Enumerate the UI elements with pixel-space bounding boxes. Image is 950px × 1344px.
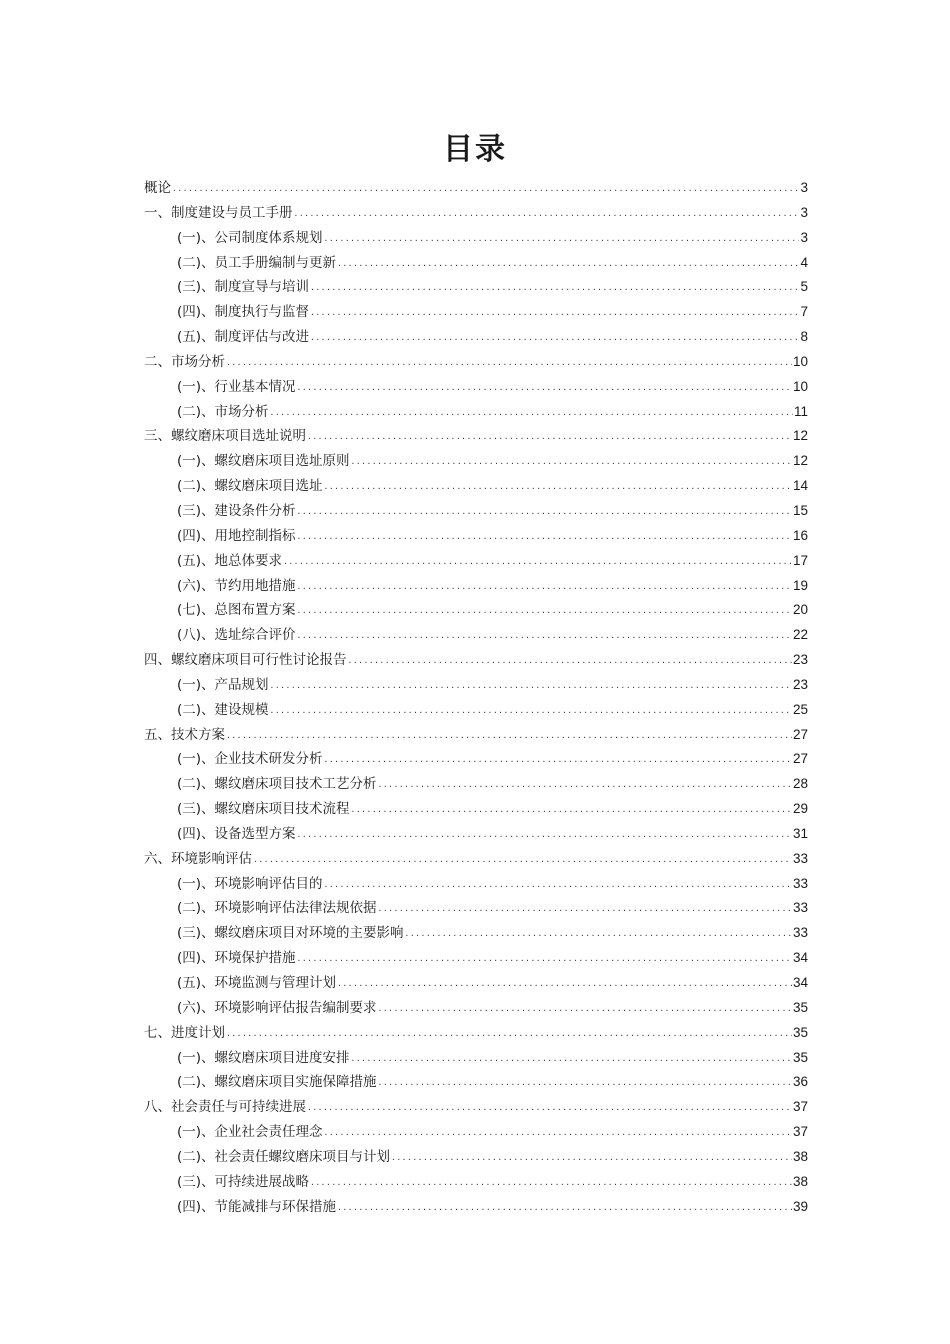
toc-dot-leader — [270, 401, 793, 426]
toc-page-number: 7 — [800, 304, 808, 320]
toc-page-number: 3 — [800, 229, 808, 245]
toc-dot-leader — [297, 947, 792, 972]
toc-chapter-entry[interactable] — [144, 1095, 808, 1120]
toc-entry-label: (一)、企业技术研发分析 — [177, 751, 323, 768]
toc-dot-leader — [324, 227, 800, 252]
toc-dot-leader — [337, 972, 792, 997]
toc-dot-leader — [297, 599, 792, 624]
toc-dot-leader — [351, 1047, 792, 1072]
toc-section-entry[interactable] — [144, 325, 808, 350]
toc-section-entry[interactable] — [144, 1120, 808, 1145]
toc-dot-leader — [324, 748, 792, 773]
toc-page-number: 28 — [792, 776, 808, 792]
toc-dot-leader — [270, 674, 792, 699]
toc-chapter-entry[interactable] — [144, 176, 808, 201]
toc-section-entry[interactable] — [144, 549, 808, 574]
toc-section-entry[interactable] — [144, 1046, 808, 1071]
toc-entry-label: (二)、建设规模 — [177, 701, 269, 718]
toc-page-number: 39 — [792, 1198, 808, 1214]
toc-entry-label: (四)、节能减排与环保措施 — [177, 1198, 337, 1215]
toc-dot-leader — [310, 301, 799, 326]
toc-page-number: 16 — [792, 527, 808, 543]
toc-section-entry[interactable] — [144, 1195, 808, 1220]
toc-page-number: 3 — [800, 204, 808, 220]
toc-entry-label: (一)、环境影响评估目的 — [177, 875, 323, 892]
toc-dot-leader — [297, 525, 792, 550]
toc-section-entry[interactable] — [144, 449, 808, 474]
toc-page-number: 33 — [792, 875, 808, 891]
toc-dot-leader — [378, 897, 792, 922]
toc-dot-leader — [253, 848, 792, 873]
toc-page-number: 38 — [792, 1173, 808, 1189]
toc-page-number: 12 — [792, 428, 808, 444]
toc-page-number: 36 — [792, 1074, 808, 1090]
toc-chapter-entry[interactable] — [144, 201, 808, 226]
toc-page-number: 34 — [792, 950, 808, 966]
toc-section-entry[interactable] — [144, 797, 808, 822]
toc-page-number: 35 — [792, 1049, 808, 1065]
toc-entry-label: 八、社会责任与可持续进展 — [144, 1099, 306, 1116]
toc-section-entry[interactable] — [144, 747, 808, 772]
toc-section-entry[interactable] — [144, 946, 808, 971]
toc-section-entry[interactable] — [144, 971, 808, 996]
toc-entry-label: (二)、员工手册编制与更新 — [177, 254, 337, 271]
toc-section-entry[interactable] — [144, 251, 808, 276]
toc-page-number: 5 — [800, 279, 808, 295]
toc-section-entry[interactable] — [144, 1145, 808, 1170]
toc-page-number: 23 — [792, 676, 808, 692]
toc-entry-label: (八)、选址综合评价 — [177, 627, 296, 644]
toc-dot-leader — [378, 773, 792, 798]
toc-entry-label: 五、技术方案 — [144, 726, 225, 743]
toc-dot-leader — [351, 798, 792, 823]
toc-title: 目录 — [443, 132, 507, 167]
toc-entry-label: (三)、螺纹磨床项目技术流程 — [177, 801, 350, 818]
toc-entry-label: (二)、螺纹磨床项目实施保障措施 — [177, 1074, 377, 1091]
toc-entry-label: (六)、节约用地措施 — [177, 577, 296, 594]
toc-page-number: 14 — [792, 478, 808, 494]
toc-section-entry[interactable] — [144, 524, 808, 549]
toc-page-number: 17 — [792, 552, 808, 568]
toc-entry-label: (一)、企业社会责任理念 — [177, 1124, 323, 1141]
toc-chapter-entry[interactable] — [144, 648, 808, 673]
toc-entry-label: (二)、螺纹磨床项目技术工艺分析 — [177, 776, 377, 793]
toc-entry-label: (三)、制度宣导与培训 — [177, 279, 310, 296]
toc-entry-label: (四)、设备选型方案 — [177, 825, 296, 842]
toc-chapter-entry[interactable] — [144, 723, 808, 748]
toc-entry-label: (一)、公司制度体系规划 — [177, 229, 323, 246]
toc-page-number: 35 — [792, 1024, 808, 1040]
toc-section-entry[interactable] — [144, 698, 808, 723]
toc-entry-label: (二)、螺纹磨床项目选址 — [177, 478, 323, 495]
toc-entry-label: 六、环境影响评估 — [144, 850, 252, 867]
toc-section-entry[interactable] — [144, 872, 808, 897]
toc-dot-leader — [307, 1096, 792, 1121]
toc-entry-label: 七、进度计划 — [144, 1024, 225, 1041]
toc-section-entry[interactable] — [144, 226, 808, 251]
toc-dot-leader — [297, 624, 792, 649]
toc-chapter-entry[interactable] — [144, 424, 808, 449]
toc-entry-label: 三、螺纹磨床项目选址说明 — [144, 428, 306, 445]
toc-dot-leader — [324, 873, 792, 898]
toc-page-number: 10 — [792, 378, 808, 394]
toc-dot-leader — [310, 326, 799, 351]
toc-section-entry[interactable] — [144, 1070, 808, 1095]
toc-dot-leader — [283, 550, 792, 575]
toc-section-entry[interactable] — [144, 996, 808, 1021]
toc-page-number: 8 — [800, 329, 808, 345]
toc-section-entry[interactable] — [144, 598, 808, 623]
toc-page-number: 11 — [793, 403, 808, 419]
toc-section-entry[interactable] — [144, 499, 808, 524]
toc-page-number: 38 — [792, 1148, 808, 1164]
toc-dot-leader — [270, 699, 792, 724]
toc-entry-label: (一)、螺纹磨床项目进度安排 — [177, 1049, 350, 1066]
toc-dot-leader — [310, 1171, 792, 1196]
toc-dot-leader — [348, 649, 792, 674]
toc-entry-label: (四)、环境保护措施 — [177, 950, 296, 967]
toc-section-entry[interactable] — [144, 300, 808, 325]
toc-entry-label: (三)、建设条件分析 — [177, 502, 296, 519]
toc-dot-leader — [172, 177, 799, 202]
toc-entry-label: (七)、总图布置方案 — [177, 602, 296, 619]
toc-dot-leader — [310, 276, 799, 301]
toc-page-number: 20 — [792, 602, 808, 618]
toc-dot-leader — [307, 425, 792, 450]
toc-page-number: 15 — [792, 502, 808, 518]
toc-entry-label: (五)、制度评估与改进 — [177, 329, 310, 346]
toc-entry-label: 一、制度建设与员工手册 — [144, 204, 293, 221]
toc-dot-leader — [351, 450, 792, 475]
toc-entry-label: (三)、可持续进展战略 — [177, 1173, 310, 1190]
toc-page-number: 22 — [792, 627, 808, 643]
toc-chapter-entry[interactable] — [144, 847, 808, 872]
toc-dot-leader — [324, 475, 792, 500]
toc-entry-label: (二)、市场分析 — [177, 403, 269, 420]
toc-page-number: 27 — [792, 726, 808, 742]
toc-page-number: 33 — [792, 925, 808, 941]
toc-section-entry[interactable] — [144, 474, 808, 499]
toc-entry-label: (一)、螺纹磨床项目选址原则 — [177, 453, 350, 470]
toc-section-entry[interactable] — [144, 772, 808, 797]
toc-dot-leader — [378, 997, 792, 1022]
toc-dot-leader — [226, 724, 792, 749]
toc-page-number: 25 — [792, 701, 808, 717]
toc-page-number: 23 — [792, 652, 808, 668]
toc-page-number: 10 — [792, 353, 808, 369]
toc-entry-label: 概论 — [144, 180, 171, 196]
toc-page-number: 31 — [792, 825, 808, 841]
toc-page-number: 27 — [792, 751, 808, 767]
toc-section-entry[interactable] — [144, 400, 808, 425]
toc-dot-leader — [226, 1022, 792, 1047]
toc-page-number: 12 — [792, 453, 808, 469]
toc-section-entry[interactable] — [144, 623, 808, 648]
toc-page-number: 33 — [792, 850, 808, 866]
toc-entry-label: (二)、环境影响评估法律法规依据 — [177, 900, 377, 917]
toc-page-number: 4 — [800, 254, 808, 270]
toc-section-entry[interactable] — [144, 1170, 808, 1195]
toc-dot-leader — [226, 351, 792, 376]
toc-dot-leader — [391, 1146, 792, 1171]
toc-section-entry[interactable] — [144, 921, 808, 946]
toc-page-number: 33 — [792, 900, 808, 916]
toc-page-number: 3 — [800, 180, 808, 195]
toc-page-number: 37 — [792, 1124, 808, 1140]
toc-dot-leader — [378, 1071, 792, 1096]
toc-entry-label: (一)、产品规划 — [177, 676, 269, 693]
toc-dot-leader — [297, 500, 792, 525]
toc-section-entry[interactable] — [144, 896, 808, 921]
toc-entry-label: (五)、地总体要求 — [177, 552, 283, 569]
toc-page-number: 37 — [792, 1099, 808, 1115]
toc-section-entry[interactable] — [144, 822, 808, 847]
toc-dot-leader — [297, 575, 792, 600]
toc-dot-leader — [337, 1196, 792, 1221]
toc-section-entry[interactable] — [144, 375, 808, 400]
toc-entry-label: (三)、螺纹磨床项目对环境的主要影响 — [177, 925, 404, 942]
toc-entry-label: (四)、制度执行与监督 — [177, 304, 310, 321]
toc-section-entry[interactable] — [144, 275, 808, 300]
toc-section-entry[interactable] — [144, 673, 808, 698]
toc-dot-leader — [294, 202, 800, 227]
toc-chapter-entry[interactable] — [144, 350, 808, 375]
toc-entry-label: (四)、用地控制指标 — [177, 527, 296, 544]
toc-chapter-entry[interactable] — [144, 1021, 808, 1046]
toc-page-number: 35 — [792, 999, 808, 1015]
toc-dot-leader — [405, 922, 792, 947]
toc-dot-leader — [297, 823, 792, 848]
toc-page-number: 19 — [792, 577, 808, 593]
toc-dot-leader — [324, 1121, 792, 1146]
toc-entry-label: (六)、环境影响评估报告编制要求 — [177, 999, 377, 1016]
toc-page-number: 34 — [792, 975, 808, 990]
toc-entry-label: (五)、环境监测与管理计划 — [177, 975, 337, 991]
toc-dot-leader — [337, 252, 799, 277]
toc-page-number: 29 — [792, 801, 808, 817]
toc-entry-label: (二)、社会责任螺纹磨床项目与计划 — [177, 1148, 391, 1165]
toc-list — [144, 176, 808, 1219]
toc-entry-label: (一)、行业基本情况 — [177, 378, 296, 395]
toc-dot-leader — [297, 376, 792, 401]
toc-section-entry[interactable] — [144, 574, 808, 599]
toc-entry-label: 二、市场分析 — [144, 353, 225, 370]
toc-entry-label: 四、螺纹磨床项目可行性讨论报告 — [144, 652, 347, 669]
